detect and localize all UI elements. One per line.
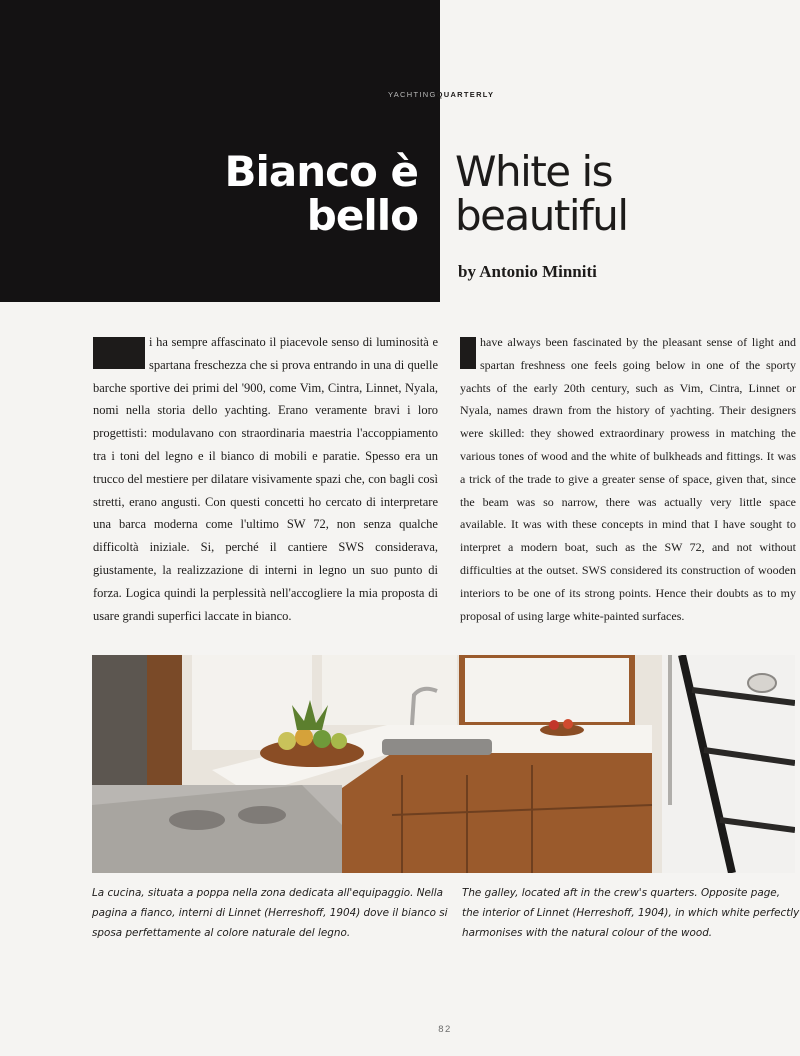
english-body-text: have always been fascinated by the pleasant sense of light and spartan freshness one feels going below in one of the sporty yachts of the early 20th century, such as Vim, Cintra, Linnet or Nyala, names drawn from the history of yachting. Their designers were skilled: they showed extraordinary prowess in matching the various tones of wood and the white of bulkheads and fittings. It was a trick of the trade to give a greater sense of space, given that, since the beam was so narrow, there was actually very little space available. It was with these concepts in mind that I have sought to interpret a modern boat, such as the SW 72, and not without difficulties at the outset. SWS considered its construction of wooden interiors to be one of its strong points. Hence their doubts as to my proposal of using large white-painted surfaces. (460, 335, 796, 623)
italian-title (224, 147, 418, 240)
italian-caption: La cucina, situata a poppa nella zona dedicata all'equipaggio. Nella pagina a fianco, interni di Linnet (Herreshoff, 1904) dove il bianco si sposa perfettamente al colore naturale del legno. (92, 887, 448, 939)
magazine-header (388, 90, 494, 99)
galley-photo (92, 655, 795, 873)
page-number: 82 (438, 1024, 452, 1035)
italian-body-column (93, 331, 438, 627)
italian-title-line-1: Bianco è (224, 147, 418, 196)
english-title (455, 147, 628, 240)
english-title-line-2: beautiful (455, 191, 628, 240)
english-caption: The galley, located aft in the crew's quarters. Opposite page, the interior of Linnet (Herreshoff, 1904), in which white perfectly harmonises with the natural colour of the wood. (462, 887, 800, 939)
magazine-name-bold: QUARTERLY (436, 90, 495, 99)
magazine-name-light: YACHTING (388, 90, 437, 99)
author-byline: by Antonio Minniti (458, 262, 597, 281)
drop-cap-i (460, 337, 476, 369)
english-title-line-1: White is (455, 147, 613, 196)
english-body-column (460, 331, 796, 627)
italian-body-text: i ha sempre affascinato il piacevole senso di luminosità e spartana freschezza che si prova entrando in una di quelle barche sportive dei primi del '900, come Vim, Cintra, Linnet, Nyala, nomi nella storia dello yachting. Erano veramente bravi i loro progettisti: modulavano con straordinaria maestria l'accoppiamento tra i toni del legno e il bianco di mobili e paratie. Spesso era un trucco del mestiere per dilatare visivamente spazi che, con bagli così stretti, erano angusti. Con questi concetti ho cercato di interpretare una barca moderna come l'ultimo SW 72, non senza qualche difficoltà iniziale. Si, perché il cantiere SWS considerava, giustamente, la realizzazione di interni in legno un suo punto di forza. Logica quindi la perplessità nell'accogliere la mia proposta di usare grandi superfici laccate in bianco. (93, 335, 438, 623)
drop-cap-m (93, 337, 145, 369)
italian-title-line-2: bello (306, 191, 418, 240)
galley-photo-illustration (92, 655, 795, 873)
